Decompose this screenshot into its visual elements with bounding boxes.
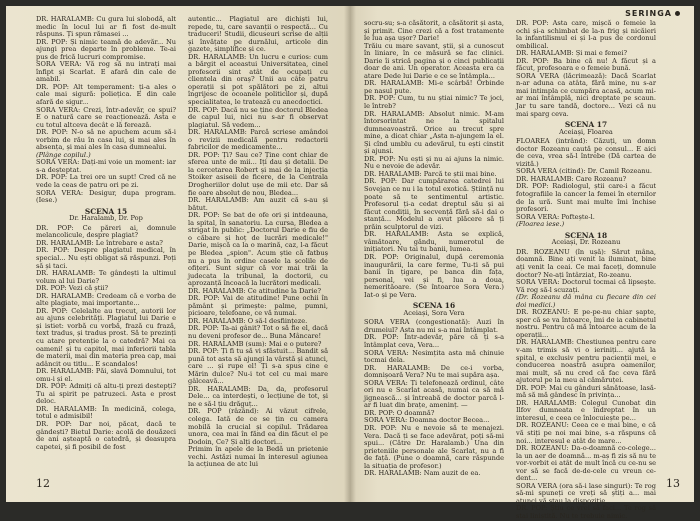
dialogue-line: DR. POP: Într-adevăr, păre că ți s-a întâmplat ceva, Vera... — [364, 333, 504, 349]
dialogue-line: DR. POP: Se bat de ofe ori și intdeauna, la spital, în sanatoriu. La cursa, Bledea a strigat în public: „Doctorul Darie e fiu de o căbare și hoț de lucrări medicale!" Darie, mișcă ca la o marină, caz, l-a făcut pe Bledea „spion". Acum știe că fatbuș nu a pus în ordine casele la școlile de ofițeri. Sunt sigur că vor mai trăi la judecata la tribunal, la doctorii, cu aprozanță încoacă la lucrători medicali. — [188, 211, 328, 288]
dialogue-line: DR. HARALAMB: O să-l desființeze. — [188, 316, 308, 325]
dialogue-line: SORA VERA: Doctorul tocmai că lipsește. Vă rog să-l scuzați. — [516, 278, 656, 294]
dialogue-line: DR. ROZEANU (în ușă): Sărut mâna, doamnă. Bine ați venit la iluminat, bine ați venit la ceai. Ce mai faceți, domnule doctor? Ne-ați întârziat, Ro-zeanu. — [516, 247, 656, 279]
scene-characters: Aceiași, Floarea — [559, 127, 613, 136]
dialogue-line: DR. HARALAMB: Care Rozeanu? — [516, 174, 627, 183]
dialogue-line: Primim în apele de la Bedă un prietenie vechi. Astăzi numai în interesul agiunea la acțiunea de atc lui — [188, 445, 328, 469]
dialogue-line: DR. HARALAMB: Și mai e femei? — [516, 49, 627, 58]
dialogue-line: DR. HARALAMB: Parcă te știi mai bine. — [364, 169, 497, 178]
dialogue-line: DR. POP: Ce păreri ai, domnule melancolicule, despre plagiat? — [36, 223, 176, 240]
dialogue-line: DR. POP: Alt temperament: ți-a ales o cale mai sigură: poliețica. E din cale afară de sigur... — [36, 82, 176, 107]
left-page-column-2 — [188, 15, 328, 469]
dialogue-line: DR. HARALAMB: Un lucru e curios: cum a bărgit el aceastui Universitatea, cinel profesorii sint atât de ocupați cu clientela din oraș? Unii au câte patru operații și pot spălători pe zi, altui îngrijesc de ocoanele politicilor și, după specialitatea, le tratează cu anecdoctici. — [188, 52, 328, 107]
dialogue-line: DR. POP: Admiți că altu-ți prezi destepți? Tu ai spirit pe patruzeci. Asta e prost deloc. — [36, 382, 176, 406]
dialogue-line: DR. POP: Mai cu gânduri sănătoase, lasă-mă să mă gândesc în privința... — [516, 383, 656, 400]
scene-heading: SCENA 18 — [564, 230, 608, 240]
dialogue-line: DR. POP: Celelalte au trecut, autorii lor au ajuns celebrități. Plagiatul lui Darie e și istiet: vorbă cu vorbă, frază cu frază, text tradus, și tradus prost. Să te prezinți cu atare pretenție la o catedră? Mai ca oameni! și tu capitol, mai inferiorii tabla de materii, mai din materia prea cap, mai adâncit ou titlu... E scandalos! — [36, 306, 176, 368]
dialogue-line: SORA VERA: Nesimțita asta mă chinuie tocmai dela. — [364, 348, 504, 365]
right-page-number: 13 — [666, 477, 680, 490]
dialogue-line: DR. ROZEANU: Da-o-doamnă co-colege... la un aer de doamnă... m-aș fi zis să nu te vor-vorbit ei atât de mult încă cu ce-nu se vor să se facă de-de-cele cu vreun ce-dent... — [516, 444, 656, 483]
dialogue-line: SORA VERA (congestionată): Auzi în drumeiul? Asta nu mi s-a mai întâmplat. — [364, 318, 504, 334]
dialogue-line: DR. POP: Dar cumpărarea catedrei lui Sovejan ce nu i la totul exotică. Știință nu poate să te sentimentul artistic. Profesorul ți-a cedat dreptul său și ai făcut condiții, în secvență fără să-i dai o stanță... Modelul a avut plăcere să ți prăin sculptorul de vizi. — [364, 177, 504, 231]
dialogue-line: DR. HARALAMB: Absolut nimic. M-am întorsorintat ne la spitalul dumneavoastră. Orice au trecut spre mine, a dicat chiar „Asta n-ajungem la el. Și cînd umblu cu adevărul, tu ești cinstit și ajunsi. — [364, 109, 504, 156]
dialogue-line: DR. POP: Ba bine că nu! A făcut și a făcut, profesoara e o femeie bună. — [516, 56, 656, 73]
right-page — [350, 6, 694, 520]
dialogue-line: DR. POP: Ți fi tu să vi sfăstuit... Bandit să pună tot asta să ajungi la vârstă și atunci, care ... și rupe el! Ți s-a spus cine e Mărin dulce? Nu-i tot cel cu mai mare gâlceavă... — [188, 347, 328, 386]
dialogue-line: SORA VERA (lăcrimează): Dacă Scarlat n-ar aduna ca atâta, fără mine, nu s-ar mai intimpla ce cumpăra acasă, acum mi-ar mai întâmplă, nici dreptate pe scaun. Jar tu sare tandă, doctore... Vezi că nu mai sparg ceva. — [516, 71, 656, 118]
book-gutter — [344, 6, 356, 502]
header-title: SERINGA — [625, 9, 672, 18]
dialogue-line: DR. POP: Asta care, mișcă o femeie la ochi și-a schimbat de la-n frig și nicăieri la infantilismul ei și l-a pus de cordonul ombilical. — [516, 19, 656, 50]
dialogue-line: DR. HARALAMB: Le întrebare e asta? — [36, 238, 163, 247]
dialogue-line: DR. HARALAMB: Mi-e scârbă! Orbinde pe nasul pute. — [364, 79, 504, 95]
running-header — [625, 9, 680, 18]
dialogue-line: SORA VERA: Dați-mi voie un moment: iar s-a deșteptat. — [36, 158, 176, 174]
stage-direction: (Dr. Rozeanu dă mâna cu fiecare din cei doi medici.) — [516, 293, 656, 309]
left-page-number: 12 — [36, 477, 50, 490]
dialogue-line: SORA VERA: Ți telefonează ordinul, câte ori nu e Scarlat acasă, numai ca să mă jignească... și întreabă de doctor parcă l-ar fi luat din brațe, ameninț. — — [364, 378, 504, 410]
dialogue-line: DR. HARALAMB: Colegul Cunobat din Ilfov dumneata e îndreptat în un interesul, e ceea ce înlocuiește pe... — [516, 398, 656, 422]
book-spread — [6, 6, 694, 520]
dialogue-line: DR. HARALAMB (sum): Mai e o putere? — [188, 339, 322, 348]
dialogue-line: FLOAREA (intrând): Căzuți, un domn doctor Rozeanu caută pe consul... E aici de ceva, vrea să-l întrebe (Dă cartea de vizită.) — [516, 137, 656, 168]
dialogue-line: DR. HARALAMB: Ce atitudine la Darie? — [188, 286, 321, 295]
dialogue-line: DR. HARALAMB: Da, da, profesorul Dele... ca interdești, o lecțiune de tot, și ne e să-l țiu drăguț... — [188, 384, 328, 408]
dialogue-line: DR. POP: Cum, tu nu știai nimic? Te joci, le întreb? — [364, 94, 504, 111]
scene-heading: SCENA 15 — [84, 206, 128, 216]
right-page-column-1 — [364, 19, 504, 478]
dialogue-line: DR. HARALAMB: Asta se explică, vâmătoare, găndu, numerotul de inițiatori. Nu tai tu banii, lumea. — [364, 230, 504, 254]
dialogue-line: DR. POP: Despre plagiatul medical, în special... Nu ești obligat să răspunzi. Poți să și taci. — [36, 246, 176, 270]
dialogue-line: DR. POP (râzând): Ai văzut cifrele, colega. Iată de ce se țin cu camera mobilă la crucial și copilul. Trădarea unora, cea mai în fănd ea din făcut el pe Dodoin, Ce? Și alți doctori... — [188, 407, 328, 446]
dialogue-line: SORA VERA: Desigur, dupa program. (Iese.) — [36, 188, 176, 205]
dialogue-line: DR. HARALAMB: Chestiunea pentru care v-am trimis să vi o ieriniți... ajută la spital, e exclusiv pentru pacienții mei, e conducerea noastră asupra oamenilor, mai mult, să nu cred că fac ceva fără ajutorul pe la meu al cămăruței. — [516, 338, 656, 385]
dialogue-line: DR. POP: Și nimic teamă de adevăr... Nu ajungi prea departe în probleme. Te-ai pus de frică lucruri compromise. — [36, 37, 176, 61]
header-bullet-icon — [675, 11, 680, 16]
dialogue-line: DR. POP: O doamnă? — [364, 408, 435, 417]
dialogue-line: SORA VERA: Vă rog să nu intrați mai înfipt și Scarlat. E afară din cale de amabil. — [36, 60, 176, 84]
scene-heading: SCENA 17 — [564, 120, 608, 130]
dialogue-line: SORA VERA: Poftește-l. — [516, 212, 595, 221]
dialogue-line: Trăiu cu mare savant, știi, și a cunoscut în liniare, în ce măsură se fac clinici. Darie îi strică pagina și o cinci publicații doar de ani. Un operator. Aceasta era ca atare Dede lui Darie e ce se întâmpla... — [364, 41, 504, 80]
dialogue-line: DR. POP: N-o să ne apuchem acum să-i vorbim de rău în casa lui, și mai ales în absența, și mai ales în casa dumnealui. — [36, 128, 176, 152]
stage-direction: (Plânge copilul.) — [36, 150, 91, 159]
dialogue-line: DR. POP: Dacă nu se ține doctorul Bledea de capul lui, nici nu s-ar fi observat plagiatul. Să vedem... — [188, 105, 328, 129]
dialogue-line: DR. HARALAMB: Parcă scriese amândoi o revizii medicală pentru redactorii fabricilor de medicamente... — [188, 128, 328, 152]
dialogue-line: SORA VERA: Crezi, într-adevăr, ce spui? E o natură care se reacționează. Asta e cu totul altceva decât e lă ferează. — [36, 105, 176, 129]
dialogue-line: DR. HARALAMB: Cu gura lui slobodă, alt medic în locul lui ar fi fost de-mult răspuns. Ți spun rămasei ... — [36, 15, 176, 39]
right-page-column-2 — [516, 19, 656, 520]
dialogue-line: SORA VERA: Doamna doctor Becea... — [364, 416, 490, 425]
scene-characters: Aceiași, Sora Vera — [403, 308, 465, 317]
dialogue-line: DR. ROZEANU: Ceea ce e mai bine, e că vă stiți pe noi mai bine, s-a răspuns că noi... interesul e atât de mare... — [516, 421, 656, 445]
left-page-column-1 — [36, 15, 176, 451]
dialogue-line: DR. HARALAMB: Am auzit că s-au și bătut. — [188, 196, 328, 212]
dialogue-line: DR. ROZEANU: E pe-pe-nu chiar șapte, sper că se va întoarce, îmi de ia cabinetul nostru. Pentru că mă întoarce acum de la operații... — [516, 308, 656, 339]
stage-direction: (Floarea iese.) — [516, 220, 565, 229]
scene-heading: SCENA 16 — [412, 301, 456, 311]
scene-characters: Aceiași, Dr. Rozeanu — [551, 238, 621, 247]
dialogue-line: DR. POP: Vezi că știi? — [36, 284, 109, 293]
dialogue-line: DR. HARALAMB: Nam auzit de ea. — [364, 469, 481, 478]
dialogue-line: autentic... Plagiatul are dichiști lui, repede, tu, care savanții o respectă... Cu traduceri! Studii, dicuseuri scrise de alții și învățate pe durnălui, articole din gazete, simplifice și ce. — [188, 15, 328, 54]
dialogue-line: DR. POP: Nu e nevoie să te menajezi. Vera. Dacă ți se face adevărat, poți să-mi spui... (Către Dr. Haralamb.) Una din prieteniile personale ale Scarlat, nu a fi de față. (Pune o doamnă, care răspunde la situația de profesor.) — [364, 423, 504, 470]
dialogue-line: DR. HARALAMB: În medicină, colega, totul e admisibil! — [36, 404, 176, 421]
dialogue-line: DR. POP: Dar noi, păcat, dacă te gândești? Bietul Darie: acolă de douăzeci de ani așteaptă o catedră, și deasupra capetei, și fi posibil de fost — [36, 419, 176, 451]
dialogue-line: DR. HARALAMB: Credeam că e vorba de alte plagiate, mai importante... — [36, 291, 176, 308]
dialogue-line: DR. POP: Ți? Sau ce? Ține cont chiar de sferea unte de mii... Iți dau și detalii. De la cercetarea Robert și mai de la injecția Stoiker asiseii de ficere, de la Centrala Drogheriilor dolut ușe de mii etc. Dar să fie oare absolut de nou, Bledea... — [188, 150, 328, 197]
dialogue-line: DR. HARALAMB: Păi, slavă Domnului, tot omu-i și el. — [36, 367, 176, 383]
dialogue-line: DR. POP: Nu ești și nu ai ajuns la nimic. Nu e nevoie de adevăr. — [364, 154, 504, 171]
scene-characters: Dr. Haralamb, Dr. Pop — [69, 214, 143, 223]
dialogue-line: DR. POP: La trei ore un supt! Cred că ne vede la ceas de patru ori pe zi. — [36, 173, 176, 190]
dialogue-line: DR. POP: Originalul, după ceremonia inaugurării, la care ferme, Tu-ți să pui banii în țigare, pe banca din fața, personal, vei și fi, lua a doua, nemerităoare. (Se întoarce Sora Vera.) Iat-o și pe Vera. — [364, 252, 504, 299]
dialogue-line: DR. POP: Știu ce vrei să faci... Te rog să stai liniștită. Nu te trebuie nimic. — [516, 504, 656, 520]
dialogue-line: DR. HARALAMB: De ce-i vorba, domnișoară Vera? Nu te mai supăra așa. — [364, 363, 504, 380]
dialogue-line: DR. HARALAMB: Te gândești la ultimul volum al lui Darie? — [36, 269, 176, 285]
dialogue-line: SORA VERA (citind): Dr. Camil Rozeanu. — [516, 167, 652, 176]
left-page — [6, 6, 350, 502]
dialogue-line: DR. POP: Vai de atitudine! Pune ochii în pământ și primește: palme, pumni, picioare, telefoane, ce vă numai. — [188, 294, 328, 318]
dialogue-line: DR. POP: Radiologul, știi care-i a făcut fotografiile la cancer la femei în eternilor de la ură. Sunt mai multe îmi închise profesori. — [516, 182, 656, 214]
dialogue-line: socru-su; s-a căsătorit, a căsătorit și asta, și primit. Cine crezi că a fost tratamente le lua așa ușor? Darie! — [364, 19, 504, 43]
dialogue-line: DR. POP: Ta-ai gânit? Tot o să fie el, dacă nu deveni profesor de... Buna Mâncare! — [188, 324, 328, 340]
dialogue-line: SORA VERA (ora să-i lase singuri): Te rog să-mi spuneți ce vreți să știți a... mai atunci vă stau la dispoziție. — [516, 481, 656, 505]
